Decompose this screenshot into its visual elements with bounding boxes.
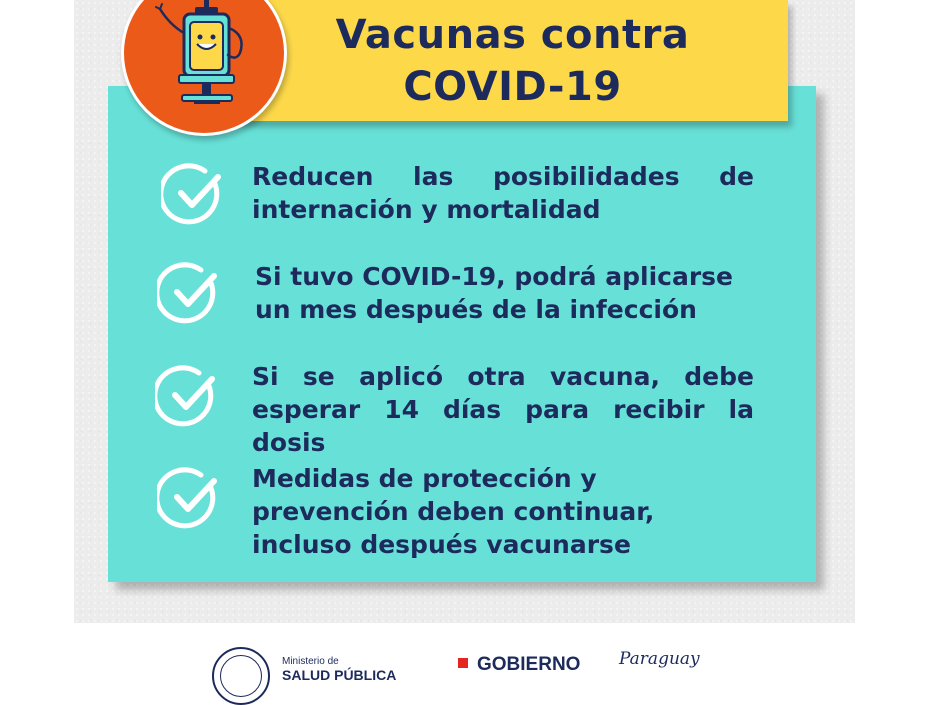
list-item-text bbox=[252, 160, 754, 226]
government-flag-icon bbox=[458, 658, 468, 668]
info-card bbox=[108, 86, 816, 582]
list-item-line: esperar 14 días para recibir la dosis bbox=[252, 395, 754, 457]
footer-logos bbox=[74, 623, 855, 683]
page-title-line: COVID-19 bbox=[403, 63, 622, 110]
title-banner bbox=[237, 0, 788, 121]
list-item-line: Si se aplicó otra vacuna, debe bbox=[252, 362, 754, 391]
government-label: GOBIERNO bbox=[477, 654, 581, 675]
list-item-line: prevención deben continuar, bbox=[252, 497, 655, 526]
check-circle-icon bbox=[155, 364, 221, 430]
list-item-line: Si tuvo COVID-19, podrá aplicarse bbox=[255, 262, 733, 291]
ministry-label: Ministerio de bbox=[282, 656, 339, 667]
check-circle-icon bbox=[157, 261, 223, 327]
list-item-line: Reducen las posibilidades de bbox=[252, 162, 754, 191]
paraguay-brand: Paraguay bbox=[619, 649, 700, 669]
national-seal-icon bbox=[212, 647, 270, 705]
ministry-name: SALUD PÚBLICA bbox=[282, 667, 397, 683]
list-item-line: un mes después de la infección bbox=[255, 295, 697, 324]
check-circle-icon bbox=[161, 162, 227, 228]
check-circle-icon bbox=[157, 466, 223, 532]
list-item-line: internación y mortalidad bbox=[252, 195, 601, 224]
list-item-text bbox=[252, 462, 754, 561]
list-item-text bbox=[255, 260, 775, 326]
list-item-text bbox=[252, 360, 754, 459]
list-item-line: incluso después vacunarse bbox=[252, 530, 631, 559]
list-item-line: Medidas de protección y bbox=[252, 464, 597, 493]
page-title-line: Vacunas contra bbox=[335, 11, 690, 58]
